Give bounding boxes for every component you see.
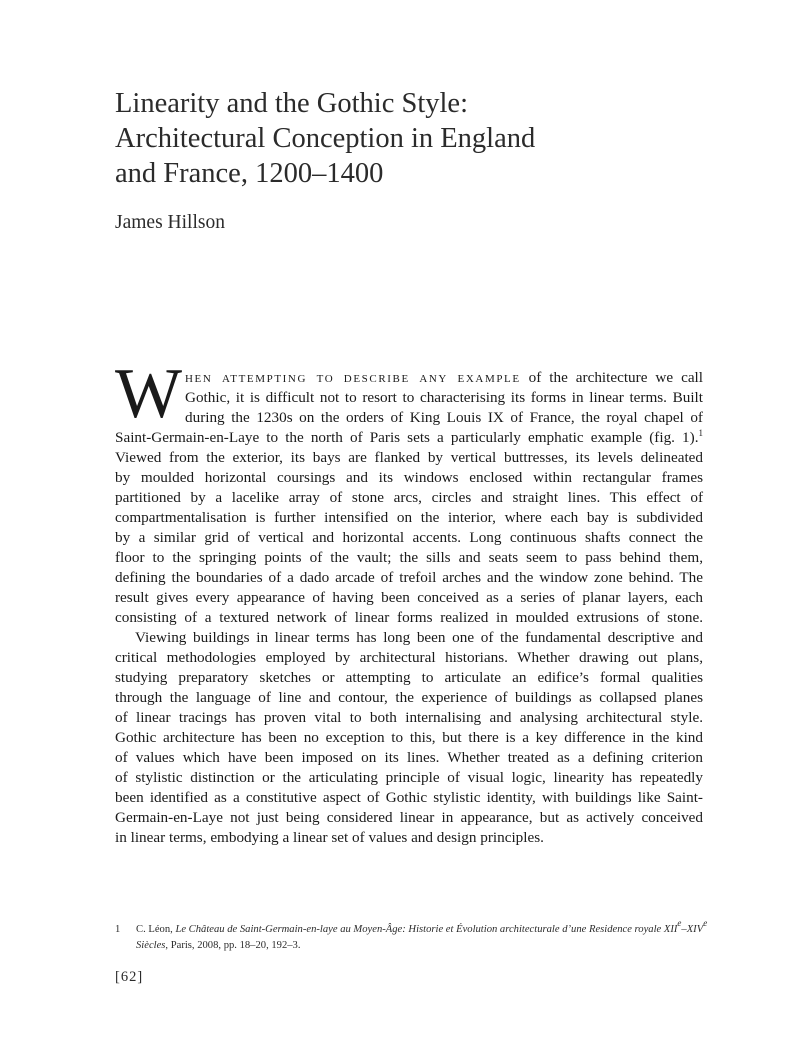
paragraph-2-line: critical methodologies employed by architectural historians. Whether drawing out plans, [115, 649, 703, 666]
paragraph-2-line: Viewing buildings in linear terms has long been one of the fundamental descriptive and [135, 629, 703, 646]
paragraph-1-line: Saint-Germain-en-Laye to the north of Paris sets a particularly emphatic example (fig. 1).$^1$ [115, 428, 703, 446]
paragraph-2-line: of stylistic distinction or the articulating principle of visual logic, linearity has repeatedly [115, 769, 703, 786]
paragraph-2-line: Germain-en-Laye not just being considered linear in appearance, but as actively conceived [115, 809, 703, 826]
paragraph-1-line: Viewed from the exterior, its bays are flanked by vertical buttresses, its levels delineated [115, 449, 703, 466]
title-line-2: Architectural Conception in England [115, 123, 536, 154]
paragraph-1-line: hen attempting to describe any example of the architecture we call [185, 369, 703, 386]
paragraph-2-line: of values which have been imposed on its lines. Whether treated as a defining criterion [115, 749, 703, 766]
author-name: James Hillson [115, 212, 225, 233]
paragraph-2-line: been identified as a constitutive aspect of Gothic stylistic identity, with buildings like Saint- [115, 789, 703, 806]
lead-in-small-caps: hen attempting to describe any example [185, 369, 521, 386]
paragraph-1-line: defining the boundaries of a dado arcade of trefoil arches and the window zone behind. The [115, 569, 703, 586]
paragraph-2-line: Gothic architecture has been no exception to this, but there is a key difference in the kind [115, 729, 703, 746]
paragraph-1-line: compartmentalisation is further intensified on the interior, where each bay is subdivided [115, 509, 703, 526]
paragraph-1-line: during the 1230s on the orders of King Louis IX of France, the royal chapel of [185, 409, 703, 426]
paragraph-2-line: of linear tracings has proven vital to both internalising and analysing architectural style. [115, 709, 703, 726]
footnote-text: C. Léon, Le Château de Saint-Germain-en-laye au Moyen-Âge: Historie et Évolution architecturale d’une Residence royale XIIe–XIVe Siècles, Paris, 2008, pp. 18–20, 192–3. [136, 918, 708, 951]
footnote-title: Le Château de Saint-Germain-en-laye au Moyen-Âge: Historie et Évolution architecturale d’une Residence royale XII [175, 924, 678, 935]
paragraph-1-line: Gothic, it is difficult not to resort to characterising its forms in linear terms. Built [185, 389, 703, 406]
title-line-1: Linearity and the Gothic Style: [115, 88, 468, 119]
paragraph-2-line: through the language of line and contour, the experience of buildings as collapsed planes [115, 689, 703, 706]
paragraph-2-line: studying preparatory sketches or attempting to articulate an edifice’s formal qualities [115, 669, 703, 686]
body-text [115, 368, 703, 848]
article-title [115, 86, 715, 191]
paragraph-1-line: by a similar grid of vertical and horizontal accents. Long continuous shafts connect the [115, 529, 703, 546]
title-line-3: and France, 1200–1400 [115, 158, 384, 189]
page-number: [62] [115, 969, 144, 985]
footnote-number: 1 [115, 924, 121, 935]
paragraph-2-line: in linear terms, embodying a linear set of values and design principles. [115, 829, 544, 846]
paragraph-1-line: partitioned by a lacelike array of stone arcs, circles and straight lines. This effect of [115, 489, 703, 506]
paragraph-1-line: result gives every appearance of having been conceived as a series of planar layers, each [115, 589, 703, 606]
paragraph-1-line: consisting of a textured network of linear forms realized in moulded extrusions of stone. [115, 609, 703, 626]
drop-cap: W [115, 355, 183, 433]
footnote [115, 918, 708, 954]
paragraph-1-line: by moulded horizontal coursings and its windows enclosed within rectangular frames [115, 469, 703, 486]
footnote-reference[interactable]: 1 [698, 428, 703, 438]
paragraph-1-line: floor to the springing points of the vault; the sills and seats seem to pass behind them, [115, 549, 703, 566]
